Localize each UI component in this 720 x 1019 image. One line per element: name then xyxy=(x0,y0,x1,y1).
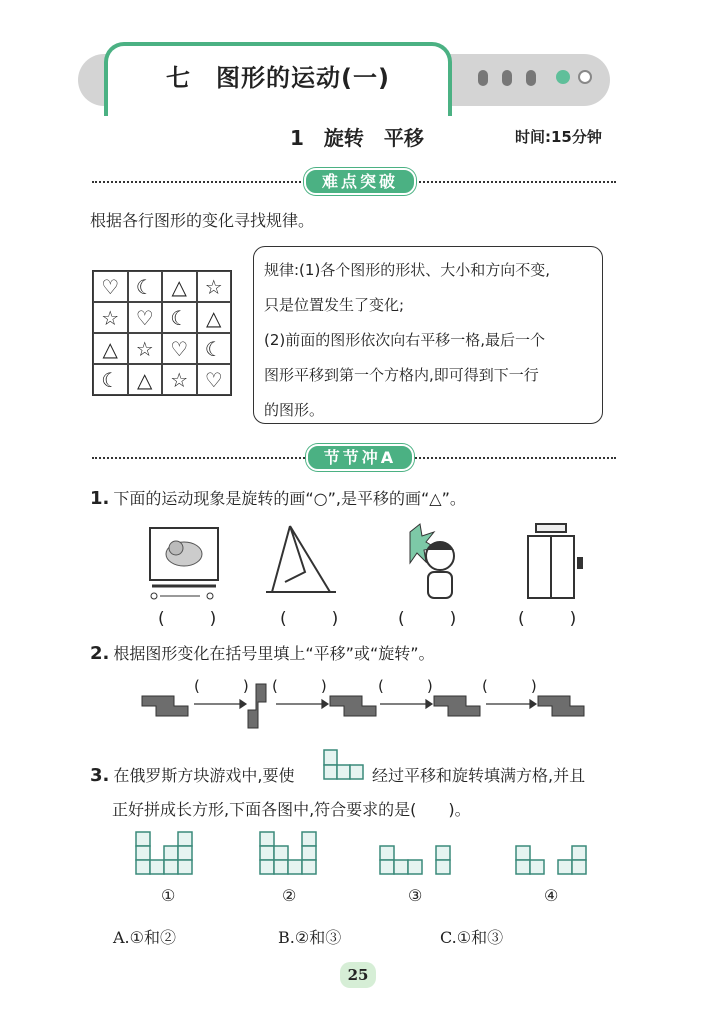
question-number: 1. xyxy=(90,488,110,509)
z-shape xyxy=(538,696,584,716)
grid-cell: ♡ xyxy=(162,333,197,364)
option-labels xyxy=(0,886,720,910)
question-1 xyxy=(90,486,466,509)
choice-b[interactable]: B.②和③ xyxy=(278,928,342,947)
page-number: 25 xyxy=(340,962,376,988)
option-label: ① xyxy=(161,886,176,905)
section-label: 难点突破 xyxy=(304,168,416,195)
grid-cell: ☆ xyxy=(93,302,128,333)
section-label: 节节冲A xyxy=(306,444,414,471)
grid-cell: ♡ xyxy=(128,302,163,333)
answer-paren[interactable]: ( ) xyxy=(272,677,341,695)
choice-a[interactable]: A.①和② xyxy=(113,928,176,947)
question-number: 2. xyxy=(90,643,110,664)
chapter-title: 七 图形的运动(一) xyxy=(166,64,390,92)
grid-cell: ☆ xyxy=(128,333,163,364)
section-header xyxy=(0,445,720,468)
question-3 xyxy=(90,763,294,786)
rule-line: 只是位置发生了变化; xyxy=(264,296,405,314)
grid-cell: ☆ xyxy=(197,271,232,302)
answer-paren[interactable]: ( ) xyxy=(518,609,591,629)
q3-options xyxy=(130,826,600,888)
grid-cell: △ xyxy=(93,333,128,364)
question-text: 经过平移和旋转填满方格,并且 xyxy=(372,766,586,785)
grid-cell: ♡ xyxy=(197,364,232,395)
grid-cell: ☆ xyxy=(162,364,197,395)
answer-paren[interactable]: ( ) xyxy=(158,609,231,629)
grid-cell: △ xyxy=(197,302,232,333)
q1-pictures xyxy=(140,522,620,602)
choice-c[interactable]: C.①和③ xyxy=(440,928,504,947)
question-number: 3. xyxy=(90,765,110,786)
answer-paren[interactable]: ( ) xyxy=(398,609,471,629)
answer-paren[interactable]: ( ) xyxy=(378,677,447,695)
intro-text: 根据各行图形的变化寻找规律。 xyxy=(90,211,315,230)
rule-line: 图形平移到第一个方格内,即可得到下一行 xyxy=(264,366,539,384)
grid-cell: ☾ xyxy=(162,302,197,333)
elevator-icon xyxy=(528,524,582,598)
question-2 xyxy=(90,641,435,664)
boy-pinwheel-icon xyxy=(410,524,454,598)
symbol-grid xyxy=(92,270,232,396)
rule-box xyxy=(253,246,603,424)
option-label: ③ xyxy=(408,886,423,905)
z-shape xyxy=(330,696,376,716)
l-tetromino-icon xyxy=(320,748,368,782)
z-shape xyxy=(434,696,480,716)
answer-choices xyxy=(0,925,720,949)
question-text: 在俄罗斯方块游戏中,要使 xyxy=(113,766,295,785)
grid-cell: △ xyxy=(162,271,197,302)
question-text: 正好拼成长方形,下面各图中,符合要求的是( )。 xyxy=(112,800,471,819)
video-player-icon xyxy=(150,528,218,599)
answer-paren[interactable]: ( ) xyxy=(482,677,551,695)
grid-cell: ☾ xyxy=(197,333,232,364)
rule-line: 规律:(1)各个图形的形状、大小和方向不变, xyxy=(264,261,551,279)
rule-line: 的图形。 xyxy=(264,401,325,419)
rule-line: (2)前面的图形依次向右平移一格,最后一个 xyxy=(264,331,546,349)
grid-cell: ☾ xyxy=(93,364,128,395)
question-text: 下面的运动现象是旋转的画“○”,是平移的画“△”。 xyxy=(113,489,466,508)
swing-icon xyxy=(266,526,336,592)
answer-paren[interactable]: ( ) xyxy=(194,677,263,695)
grid-cell: ♡ xyxy=(93,271,128,302)
question-text: 根据图形变化在括号里填上“平移”或“旋转”。 xyxy=(113,644,435,663)
grid-cell: △ xyxy=(128,364,163,395)
option-label: ④ xyxy=(544,886,559,905)
grid-cell: ☾ xyxy=(128,271,163,302)
option-label: ② xyxy=(282,886,297,905)
z-shape xyxy=(142,696,188,716)
time-label: 时间:15分钟 xyxy=(515,128,602,146)
section-header xyxy=(0,169,720,192)
answer-paren[interactable]: ( ) xyxy=(280,609,353,629)
lesson-title: 1 旋转 平移 xyxy=(290,126,424,150)
